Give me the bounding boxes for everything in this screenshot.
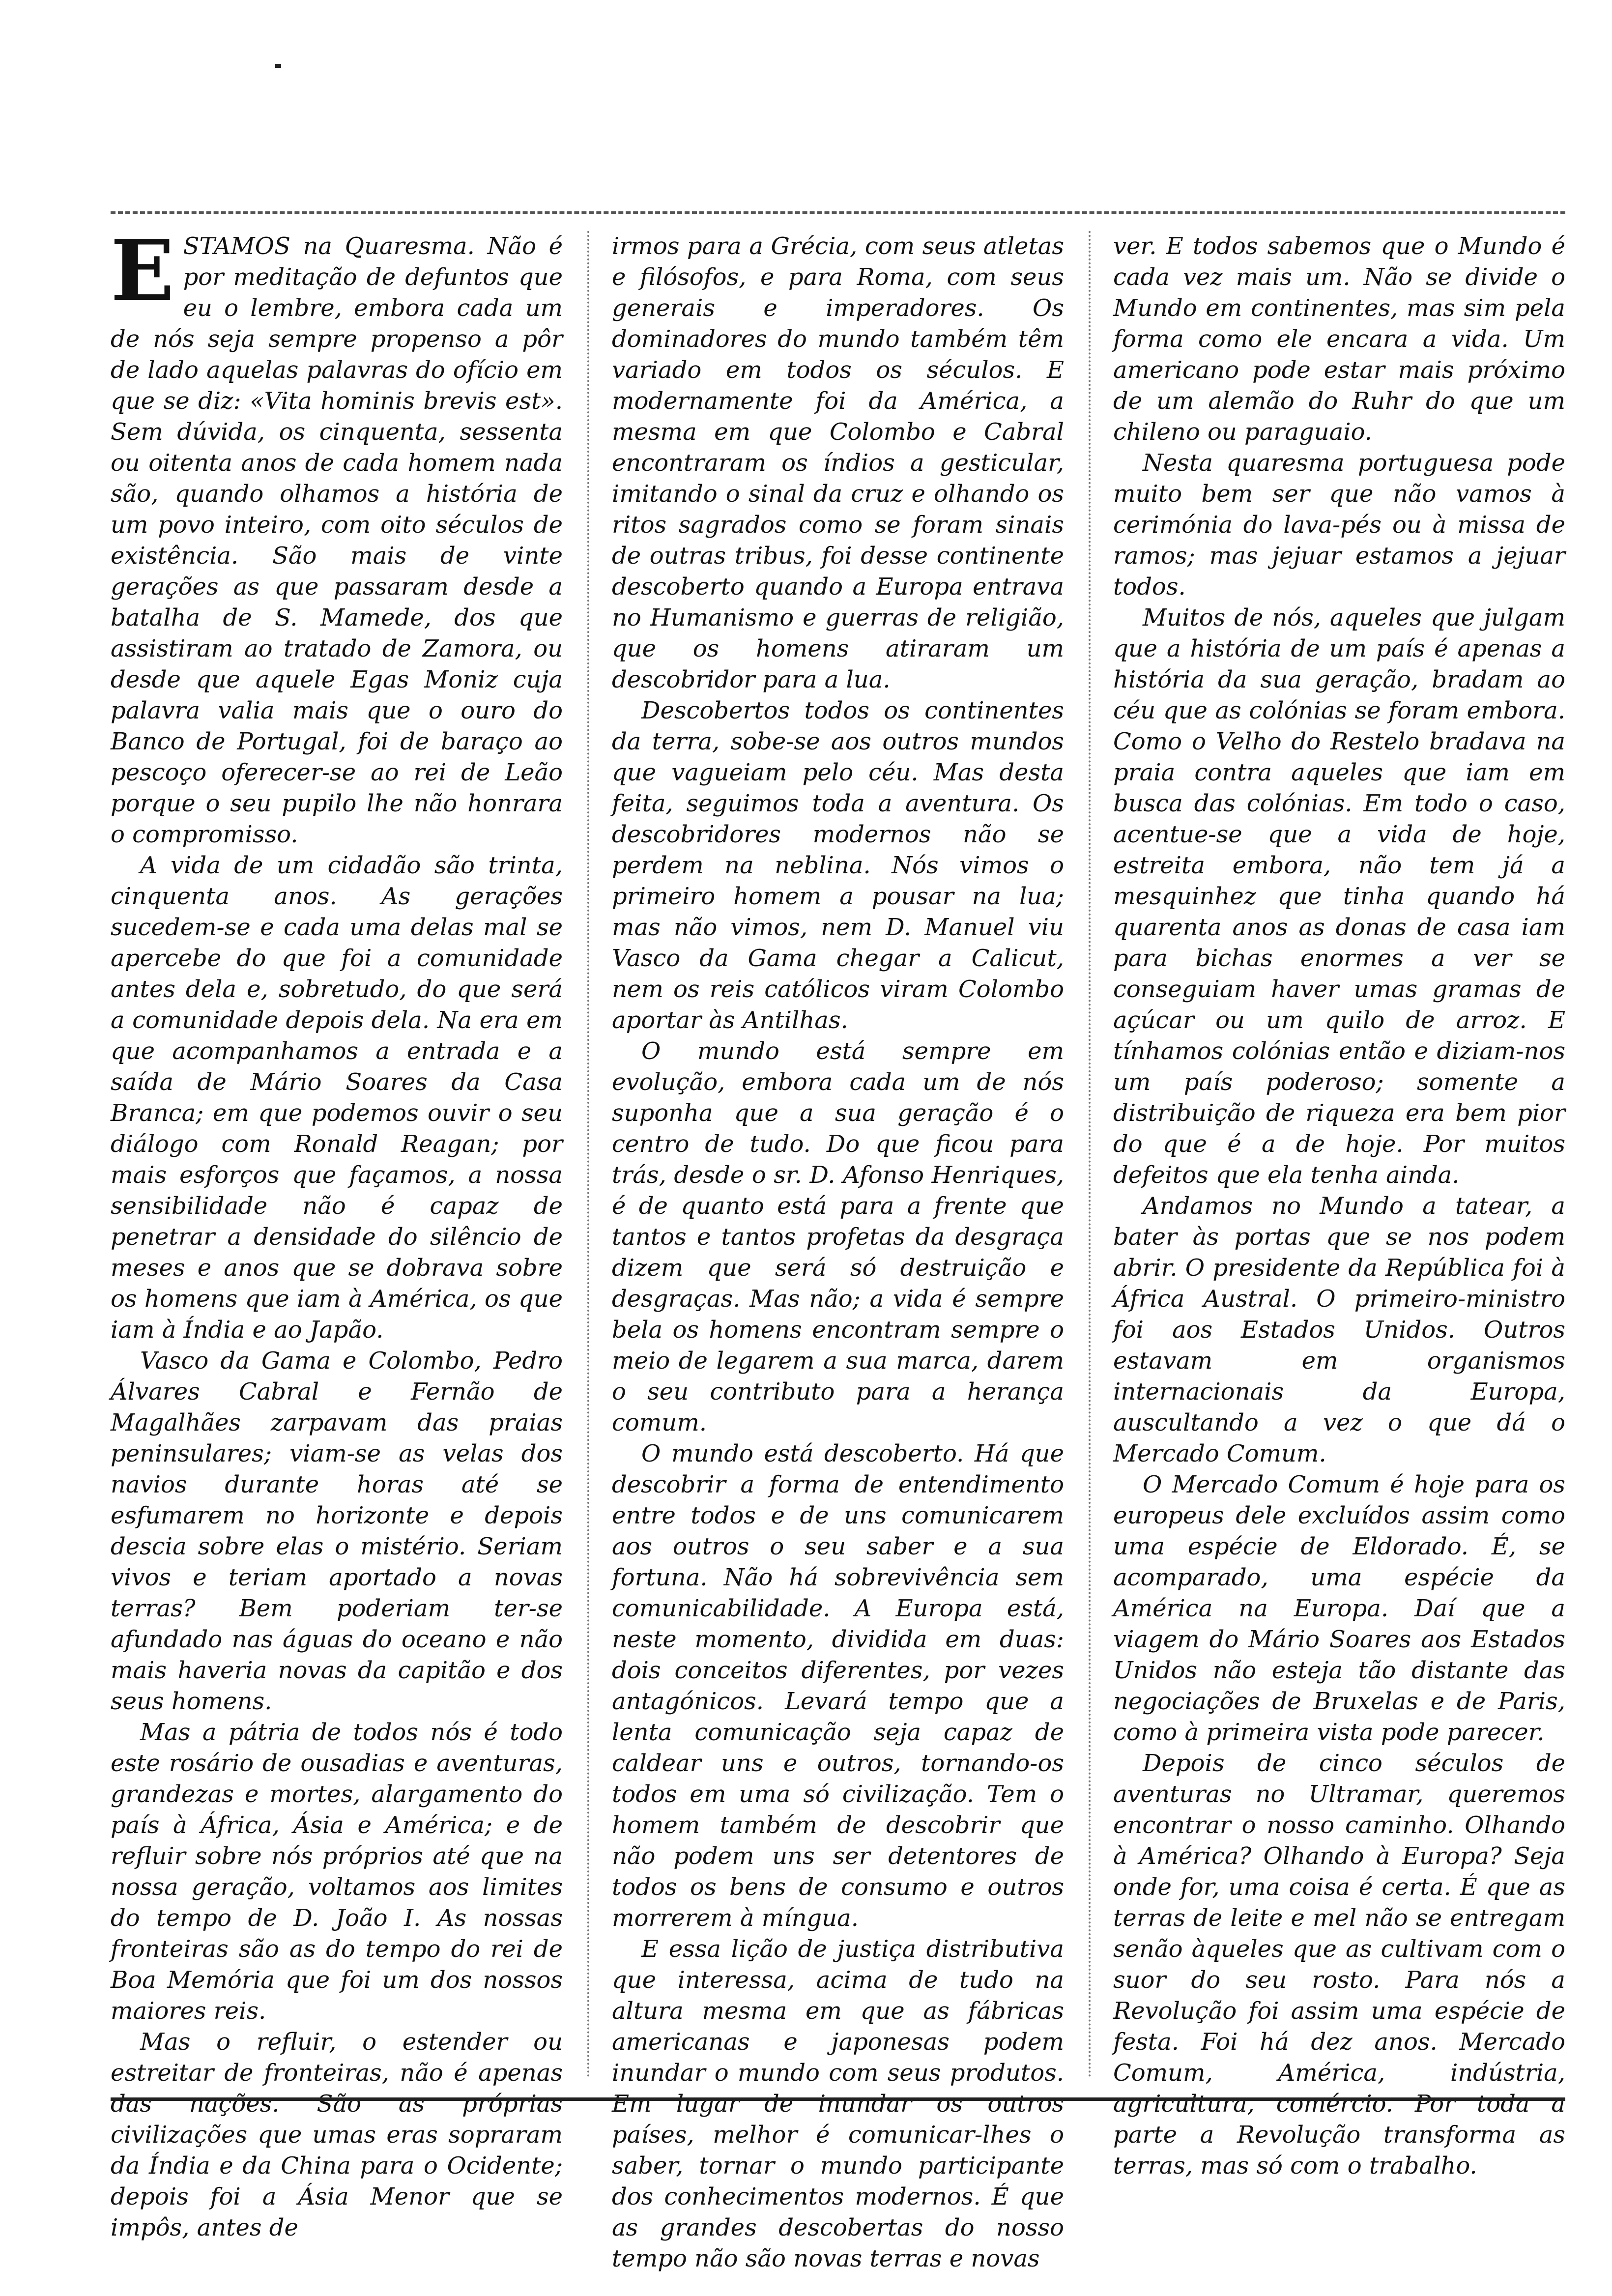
column-divider (1089, 231, 1091, 2079)
article (111, 211, 1565, 2272)
top-rule (111, 211, 1565, 214)
drop-cap: E (111, 222, 174, 320)
paragraph: Depois de cinco séculos de aventuras no Ultramar, queremos encontrar o nosso caminho. Olhando à América? Olhando à Europa? Seja onde for, uma coisa é certa. É que as terras de leite e mel não se entregam senão àqueles que as cultivam com o suor do seu rosto. Para nós a Revolução foi assim uma espécie de festa. Foi há dez anos. Mercado Comum, América, indústria, agricultura, comércio. Por toda a parte a Revolução transforma as terras, mas só com o trabalho. (1113, 1750, 1565, 2180)
paragraph: ver. E todos sabemos que o Mundo é cada vez mais um. Não se divide o Mundo em continentes, mas sim pela forma como ele encara a vida. Um americano pode estar mais próximo de um alemão do Ruhr do que um chileno ou paraguaio. (1113, 232, 1565, 446)
paragraph: A vida de um cidadão são trinta, cinquenta anos. As gerações sucedem-se e cada uma delas mal se apercebe do que foi a comunidade antes dela e, sobretudo, do que será a comunidade depois dela. Na era em que acompanhamos a entrada e a saída de Mário Soares da Casa Branca; em que podemos ouvir o seu diálogo com Ronald Reagan; por mais esforços que façamos, a nossa sensibilidade não é capaz de penetrar a densidade do silêncio de meses e anos que se dobrava sobre os homens que iam à América, os que iam à Índia e ao Japão. (111, 852, 563, 1344)
paragraph: E essa lição de justiça distributiva que interessa, acima de tudo na altura mesma em que as fábricas americanas e japonesas podem inundar o mundo com seus produtos. Em lugar de inundar os outros países, melhor é comunicar-lhes o saber, tornar o mundo participante dos conhecimentos modernos. É que as grandes descobertas do nosso tempo não são novas terras e novas (612, 1935, 1064, 2272)
column-3 (1113, 231, 1565, 2180)
column-2 (612, 231, 1064, 2272)
paragraph: Vasco da Gama e Colombo, Pedro Álvares Cabral e Fernão de Magalhães zarpavam das praias peninsulares; viam-se as velas dos navios durante horas até se esfumarem no horizonte e depois descia sobre elas o mistério. Seriam vivos e teriam aportado a novas terras? Bem poderiam ter-se afundado nas águas do oceano e não mais haveria novas da capitão e dos seus homens. (111, 1347, 563, 1715)
paragraph: O mundo está descoberto. Há que descobrir a forma de entendimento entre todos e de uns comunicarem aos outros o seu saber e a sua fortuna. Não há sobrevivência sem comunicabilidade. A Europa está, neste momento, dividida em duas: dois conceitos diferentes, por vezes antagónicos. Levará tempo que a lenta comunicação seja capaz de caldear uns e outros, tornando-os todos em uma só civilização. Tem o homem também de descobrir que não podem uns ser detentores de todos os bens de consumo e outros morrerem à míngua. (612, 1440, 1064, 1932)
bottom-rule (111, 2097, 1565, 2101)
paragraph: Andamos no Mundo a tatear, a bater às portas que se nos podem abrir. O presidente da República foi à África Austral. O primeiro-ministro foi aos Estados Unidos. Outros estavam em organismos internacionais da Europa, auscultando a vez o que dá o Mercado Comum. (1113, 1192, 1565, 1467)
paragraph: O Mercado Comum é hoje para os europeus dele excluídos assim como uma espécie de Eldorado. É, se acomparado, uma espécie da América na Europa. Daí que a viagem do Mário Soares aos Estados Unidos não esteja tão distante das negociações de Bruxelas e de Paris, como à primeira vista pode parecer. (1113, 1471, 1565, 1746)
paragraph: irmos para a Grécia, com seus atletas e filósofos, e para Roma, com seus generais e imperadores. Os dominadores do mundo também têm variado em todos os séculos. E modernamente foi da América, a mesma em que Colombo e Cabral encontraram os índios a gesticular, imitando o sinal da cruz e olhando os ritos sagrados como se foram sinais de outras tribus, foi desse continente descoberto quando a Europa entrava no Humanismo e guerras de religião, que os homens atiraram um descobridor para a lua. (612, 232, 1064, 693)
paragraph: Mas a pátria de todos nós é todo este rosário de ousadias e aventuras, grandezas e mortes, alargamento do país à África, Ásia e América; e de refluir sobre nós próprios até que na nossa geração, voltamos aos limites do tempo de D. João I. As nossas fronteiras são as do tempo do rei de Boa Memória que foi um dos nossos maiores reis. (111, 1719, 563, 2025)
column-1 (111, 222, 563, 2241)
column-divider (587, 231, 589, 2079)
paragraph: STAMOS na Quaresma. Não é por meditação de defuntos que eu o lembre, embora cada um de nós seja sempre propenso a pôr de lado aquelas palavras do ofício em que se diz: «Vita hominis brevis est». Sem dúvida, os cinquenta, sessenta ou oitenta anos de cada homem nada são, quando olhamos a história de um povo inteiro, com oito séculos de existência. São mais de vinte gerações as que passaram desde a batalha de S. Mamede, dos que assistiram ao tratado de Zamora, ou desde que aquele Egas Moniz cuja palavra valia mais que o ouro do Banco de Portugal, foi de baraço ao pescoço oferecer-se ao rei de Leão porque o seu pupilo lhe não honrara o compromisso. (111, 232, 563, 848)
paragraph: Nesta quaresma portuguesa pode muito bem ser que não vamos à cerimónia do lava-pés ou à missa de ramos; mas jejuar estamos a jejuar todos. (1113, 449, 1565, 601)
paragraph: O mundo está sempre em evolução, embora cada um de nós suponha que a sua geração é o centro de tudo. Do que ficou para trás, desde o sr. D. Afonso Henriques, é de quanto está para a frente que tantos e tantos profetas da desgraça dizem que será só destruição e desgraças. Mas não; a vida é sempre bela os homens encontram sempre o meio de legarem a sua marca, darem o seu contributo para a herança comum. (612, 1037, 1064, 1436)
ink-speck (275, 64, 281, 68)
paragraph: Descobertos todos os continentes da terra, sobe-se aos outros mundos que vagueiam pelo céu. Mas desta feita, seguimos toda a aventura. Os descobridores modernos não se perdem na neblina. Nós vimos o primeiro homem a pousar na lua; mas não vimos, nem D. Manuel viu Vasco da Gama chegar a Calicut, nem os reis católicos viram Colombo aportar às Antilhas. (612, 697, 1064, 1034)
paragraph: Muitos de nós, aqueles que julgam que a história de um país é apenas a história da sua geração, bradam ao céu que as colónias se foram embora. Como o Velho do Restelo bradava na praia contra aqueles que iam em busca das colónias. Em todo o caso, acentue-se que a vida de hoje, estreita embora, não tem já a mesquinhez que tinha quando há quarenta anos as donas de casa iam para bichas enormes a ver se conseguiam haver umas gramas de açúcar ou um quilo de arroz. E tínhamos colónias então e diziam-nos um país poderoso; somente a distribuição de riqueza era bem pior do que é a de hoje. Por muitos defeitos que ela tenha ainda. (1113, 604, 1565, 1189)
paragraph: Mas o refluir, o estender ou estreitar de fronteiras, não é apenas das nações. São as próprias civilizações que umas eras sopraram da Índia e da China para o Ocidente; depois foi a Ásia Menor que se impôs, antes de (111, 2028, 563, 2241)
